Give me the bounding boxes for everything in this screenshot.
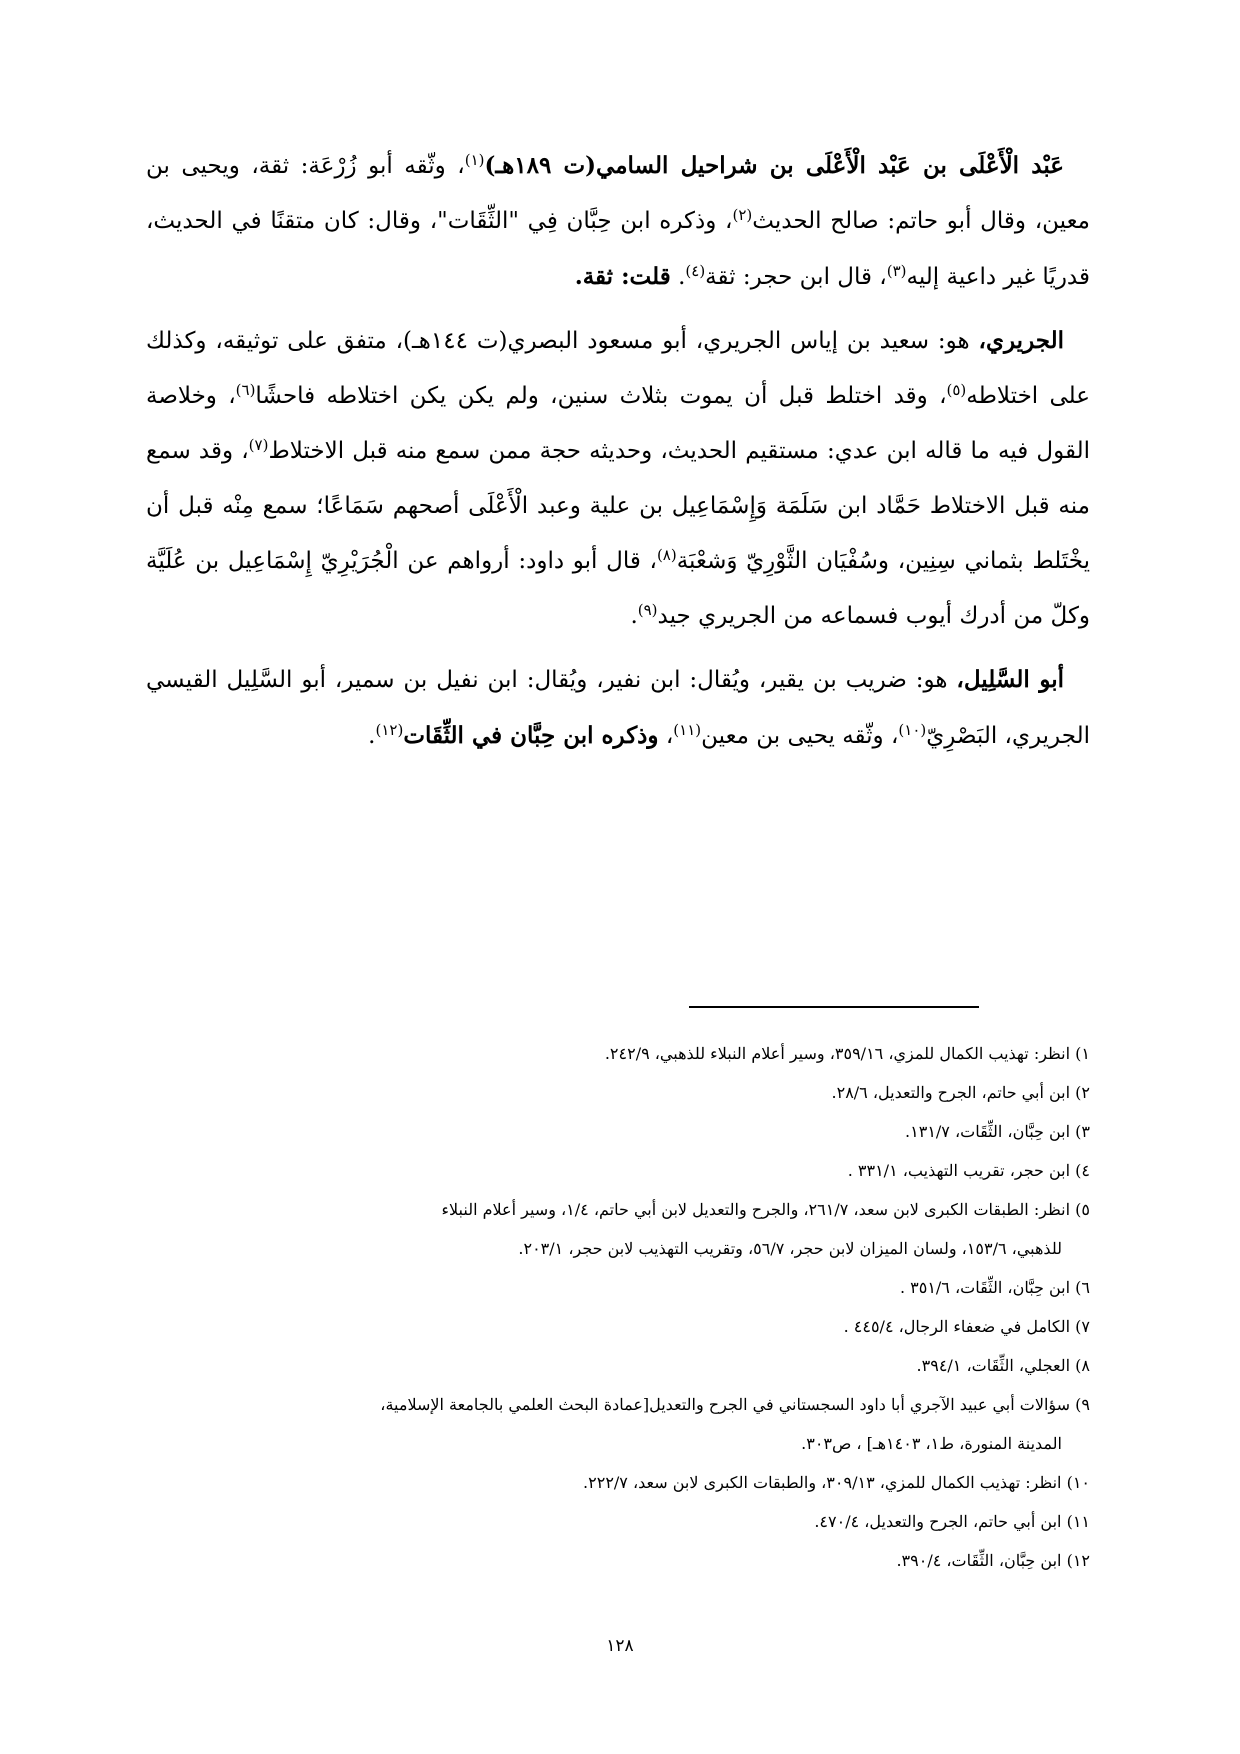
footnote-continuation: للذهبي، ١٥٣/٦، ولسان الميزان لابن حجر، ٥٦/٧، وتقريب التهذيب لابن حجر، ٢٠٣/١. <box>518 1239 1062 1258</box>
footnote-ref: (٥) <box>946 381 967 399</box>
footnote-separator <box>689 1006 979 1008</box>
footnote-ref: (٤) <box>685 262 706 280</box>
paragraph-text: . <box>368 723 376 749</box>
footnote-ref: (١٢) <box>375 721 404 739</box>
paragraph-text: ، وثّقه يحيى بن معين <box>701 723 899 749</box>
paragraph-text: ، وذكره ابن حِبَّان فِي "الثِّقَات"، وقال: كان متقنًا في الحديث، قدريًا غير داعية إليه <box>146 208 1090 290</box>
footnote-ref: (٨) <box>656 546 677 564</box>
footnote-text: ٥) انظر: الطبقات الكبرى لابن سعد، ٢٦١/٧، والجرح والتعديل لابن أبي حاتم، ١/٤، وسير أعلام النبلاء <box>441 1200 1090 1219</box>
footnote-text: ٩) سؤالات أبي عبيد الآجري أبا داود السجستاني في الجرح والتعديل[عمادة البحث العلمي بالجامعة الإسلامية، <box>380 1395 1090 1414</box>
narrator-name: الجريري، <box>978 327 1064 354</box>
paragraph-text: ، وقد اختلط قبل أن يموت بثلاث سنين، ولم يكن يكن اختلاطه فاحشًا <box>255 383 947 409</box>
footnote-ref: (١١) <box>673 721 702 739</box>
footnote-item: ٧) الكامل في ضعفاء الرجال، ٤٤٥/٤ . <box>843 1317 1090 1336</box>
paragraph-text: ، وثّقه أبو زُرْعَة: ثقة، ويحيى بن معين، وقال أبو حاتم: صالح الحديث <box>146 153 1090 234</box>
footnote-item: ٤) ابن حجر، تقريب التهذيب، ٣٣١/١ . <box>847 1161 1090 1180</box>
footnote-item: ٨) العجلي، الثِّقَات، ٣٩٤/١. <box>916 1356 1090 1375</box>
paragraph-text: ، وخلاصة القول فيه ما قاله ابن عدي: مستقيم الحديث، وحديثه حجة ممن سمع منه قبل الاختلاط <box>146 383 1091 464</box>
page-number: ١٢٨ <box>606 1636 634 1656</box>
footnote-ref: (٣) <box>886 262 907 280</box>
footnote-item: ١٢) ابن حِبَّان، الثِّقَات، ٣٩٠/٤. <box>896 1551 1090 1570</box>
paragraph-text: . <box>670 264 686 290</box>
footnote-item: ١٠) انظر: تهذيب الكمال للمزي، ٣٠٩/١٣، والطبقات الكبرى لابن سعد، ٢٢٢/٧. <box>583 1473 1090 1492</box>
paragraph-text: ، قال أبو داود: أرواهم عن الْجُرَيْرِيّ إِسْمَاعِيل بن عُلَيَّة وكلّ من أدرك أيوب فسماعه من الجريري جيد <box>146 548 1090 629</box>
footnote-item: ٢) ابن أبي حاتم، الجرح والتعديل، ٢٨/٦. <box>831 1083 1090 1102</box>
footnote-item: ٦) ابن حِبَّان، الثِّقَات، ٣٥١/٦ . <box>899 1278 1090 1297</box>
footnote-item <box>146 1190 1090 1268</box>
footnote-ref: (٢) <box>732 206 753 224</box>
paragraph-text: هو: سعيد بن إياس الجريري، أبو مسعود البصري(ت ١٤٤هـ)، متفق على توثيقه، وكذلك على اختلاطه <box>146 328 1090 409</box>
paragraph-text: ، وقد سمع منه قبل الاختلاط حَمَّاد ابن سَلَمَة وَإِسْمَاعِيل بن علية وعبد الْأَعْلَى أصحهم سَمَاعًا؛ سمع مِنْه قبل أن يخْتَلط بثماني سِنِين، وسُفْيَان الثَّوْرِيّ وَشعْبَة <box>146 438 1090 574</box>
narrator-name: عَبْد الْأَعْلَى بن عَبْد الْأَعْلَى بن شراحيل السامي(ت ١٨٩هـ) <box>484 152 1064 179</box>
footnote-ref: (٧) <box>248 436 269 454</box>
main-text <box>146 138 1090 772</box>
footnote-ref: (١٠) <box>898 721 927 739</box>
footnote-ref: (٦) <box>235 381 256 399</box>
paragraph-text: هو: ضريب بن يقير، ويُقال: ابن نفير، ويُقال: ابن نفيل بن سمير، أبو السَّلِيل القيسي الجريري، البَصْرِيّ <box>146 667 1090 749</box>
footnote-item <box>146 1385 1090 1463</box>
verdict: قلت: ثقة. <box>574 263 671 290</box>
paragraph-text: ، قال ابن حجر: ثقة <box>705 264 887 290</box>
paragraph-text: ، <box>658 723 674 749</box>
paragraph-3 <box>146 652 1090 764</box>
narrator-name: أبو السَّلِيل، <box>956 666 1064 693</box>
footnote-item: ٣) ابن حِبَّان، الثِّقَات، ١٣١/٧. <box>905 1122 1090 1141</box>
paragraph-1 <box>146 138 1090 305</box>
footnotes-list <box>146 1034 1090 1580</box>
footnote-ref: (٩) <box>637 601 658 619</box>
footnote-ref: (١) <box>464 151 485 169</box>
footnote-continuation: المدينة المنورة، ط١، ١٤٠٣هـ] ، ص٣٠٣. <box>801 1434 1062 1453</box>
paragraph-text: . <box>630 603 638 629</box>
footnote-item: ١) انظر: تهذيب الكمال للمزي، ٣٥٩/١٦، وسير أعلام النبلاء للذهبي، ٢٤٢/٩. <box>604 1044 1090 1063</box>
bold-phrase: وذكره ابن حِبَّان في الثِّقَات <box>403 722 659 749</box>
paragraph-2 <box>146 313 1090 644</box>
footnote-item: ١١) ابن أبي حاتم، الجرح والتعديل، ٤٧٠/٤. <box>814 1512 1090 1531</box>
